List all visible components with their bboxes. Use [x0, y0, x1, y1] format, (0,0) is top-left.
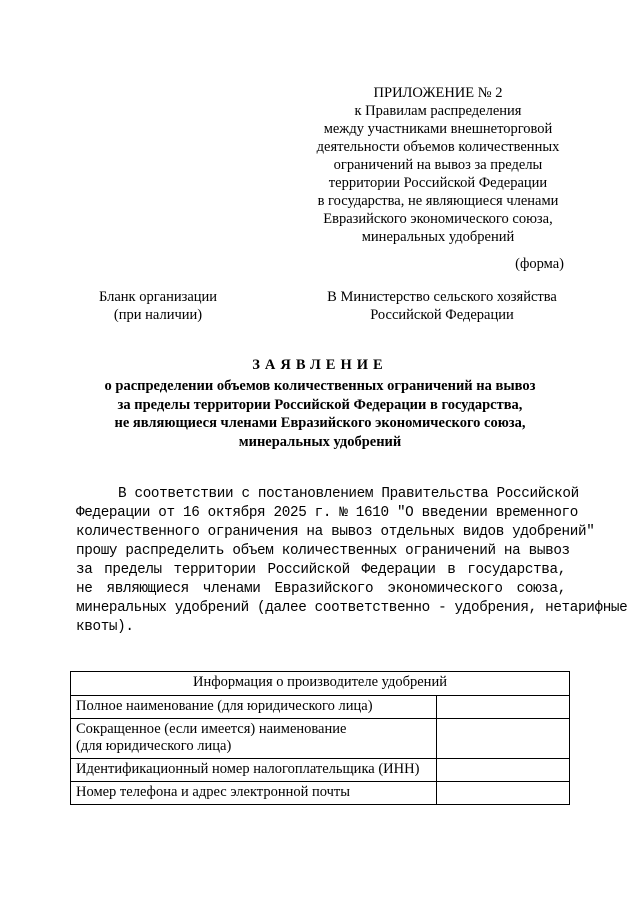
appendix-line: в государства, не являющиеся членами: [317, 193, 559, 209]
addressee-line: Российской Федерации: [370, 307, 514, 323]
appendix-line: ограничений на вывоз за пределы: [333, 157, 543, 173]
short-name-label: [71, 719, 437, 759]
appendix-line: ПРИЛОЖЕНИЕ № 2: [373, 85, 503, 101]
table-row: [71, 719, 570, 759]
full-name-value[interactable]: [437, 696, 570, 719]
full-name-label: Полное наименование (для юридического лица): [71, 696, 437, 719]
addressee: [306, 288, 578, 324]
appendix-line: территории Российской Федерации: [328, 175, 548, 191]
subject-line: не являющиеся членами Евразийского экономического союза,: [114, 415, 526, 431]
body-line: квоты).: [76, 619, 134, 635]
addressee-line: В Министерство сельского хозяйства: [327, 289, 557, 305]
body-paragraph: [76, 485, 628, 637]
appendix-line: между участниками внешнеторговой: [323, 121, 553, 137]
body-line: минеральных удобрений (далее соответственно - удобрения, нетарифные: [76, 600, 628, 616]
document-subject: [60, 377, 580, 451]
body-line: В соответствии с постановлением Правительства Российской: [118, 486, 579, 502]
appendix-line: Евразийского экономического союза,: [323, 211, 553, 227]
table-row: [71, 782, 570, 805]
subject-line: за пределы территории Российской Федерации в государства,: [117, 396, 523, 413]
contacts-label: Номер телефона и адрес электронной почты: [71, 782, 437, 805]
subject-line: о распределении объемов количественных ограничений на вывоз: [104, 378, 536, 394]
organization-blank-line: Бланк организации: [98, 289, 218, 305]
table-header: Информация о производителе удобрений: [71, 672, 570, 696]
appendix-header: [296, 84, 580, 246]
body-line: прошу распределить объем количественных ограничений на вывоз: [76, 543, 570, 559]
body-line: количественного ограничения на вывоз отдельных видов удобрений": [76, 524, 595, 540]
appendix-line: минеральных удобрений: [361, 229, 515, 245]
appendix-line: к Правилам распределения: [354, 103, 522, 119]
organization-blank: [68, 288, 248, 324]
document-title: ЗАЯВЛЕНИЕ: [252, 357, 388, 373]
form-label: (форма): [515, 256, 564, 272]
inn-value[interactable]: [437, 759, 570, 782]
short-name-value[interactable]: [437, 719, 570, 759]
short-name-label-line: Сокращенное (если имеется) наименование: [76, 721, 347, 737]
contacts-value[interactable]: [437, 782, 570, 805]
table-row: [71, 759, 570, 782]
body-line: Федерации от 16 октября 2025 г. № 1610 "О введении временного: [76, 505, 579, 521]
producer-info-table: [70, 671, 570, 805]
body-line: не являющиеся членами Евразийского экономического союза,: [76, 581, 566, 597]
table-row: [71, 696, 570, 719]
short-name-label-line: (для юридического лица): [76, 738, 232, 754]
body-line: за пределы территории Российской Федерации в государства,: [76, 562, 566, 578]
subject-line: минеральных удобрений: [238, 433, 402, 450]
organization-blank-line: (при наличии): [113, 307, 203, 323]
inn-label: Идентификационный номер налогоплательщика (ИНН): [71, 759, 437, 782]
appendix-line: деятельности объемов количественных: [316, 139, 560, 155]
table-header-row: [71, 672, 570, 696]
